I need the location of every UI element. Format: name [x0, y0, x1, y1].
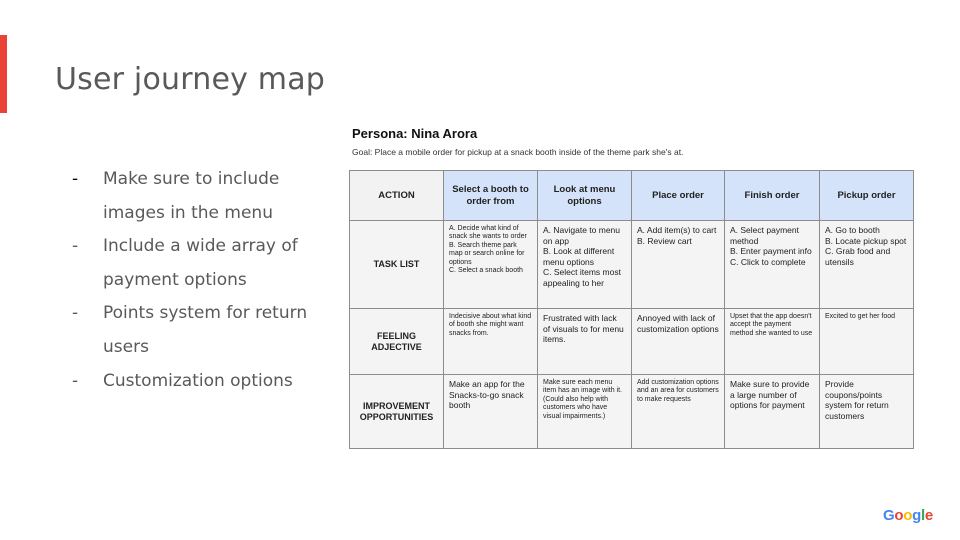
table-cell [820, 375, 914, 449]
persona-title: Persona: Nina Arora [352, 126, 478, 141]
cell-line: Make sure each menu item has an image with it. (Could also help with customers who have visual impairments.) [543, 379, 622, 420]
cell-line: Excited to get her food [825, 313, 896, 320]
bullet-dash: - [72, 370, 79, 391]
cell-line: B. Locate pickup spot [825, 235, 907, 246]
bullet-text: Points system for return users [103, 303, 308, 357]
column-header: Select a booth to order from [444, 171, 538, 221]
cell-line: C. Click to complete [730, 256, 806, 267]
bullet-dash: - [72, 169, 79, 189]
table-cell [820, 309, 914, 375]
cell-line: C. Grab food and utensils [825, 246, 891, 267]
bullet-item [72, 365, 332, 399]
bullet-item [72, 297, 332, 364]
table-row [350, 309, 914, 375]
google-logo [883, 507, 933, 524]
table-cell [632, 221, 725, 309]
bullet-text: Customization options [103, 370, 293, 391]
table-cell [632, 375, 725, 449]
logo-letter: o [894, 507, 904, 524]
bullet-dash: - [72, 303, 79, 324]
table-row [350, 221, 914, 309]
cell-line: Frustrated with lack of visuals to for menu items. [543, 313, 624, 344]
cell-line: Indecisive about what kind of booth she might want snacks from. [449, 313, 532, 337]
slide-title: User journey map [55, 62, 326, 97]
cell-line: A. Add item(s) to cart [637, 225, 717, 235]
cell-line: Provide coupons/points system for return customers [825, 379, 889, 421]
table-cell [725, 375, 820, 449]
bullet-text: Make sure to include images in the menu [103, 169, 280, 223]
column-header: Look at menu options [538, 171, 632, 221]
cell-line: B. Enter payment info [730, 246, 812, 256]
logo-letter: g [912, 507, 921, 524]
header-row [350, 171, 914, 221]
table-cell [444, 309, 538, 375]
cell-line: C. Select items most appealing to her [543, 267, 621, 288]
table-row [350, 375, 914, 449]
cell-line: A. Navigate to menu on app [543, 225, 621, 246]
logo-letter: o [903, 507, 913, 524]
column-header: Pickup order [820, 171, 914, 221]
table-cell [820, 221, 914, 309]
cell-line: A. Decide what kind of snack she wants to order [449, 225, 527, 241]
column-header: ACTION [350, 171, 444, 221]
journey-map-image [349, 125, 913, 449]
cell-line: Add customization options and an area for customers to make requests [637, 379, 719, 403]
table-cell [632, 309, 725, 375]
bullet-item [72, 163, 332, 230]
bullet-list [72, 163, 332, 398]
table-cell [538, 375, 632, 449]
bullet-item [72, 230, 332, 297]
logo-letter: G [883, 507, 895, 524]
bullet-dash: - [72, 236, 79, 257]
cell-line: B. Search theme park map or search online for options [449, 241, 525, 266]
table-cell [725, 309, 820, 375]
cell-line: B. Look at different menu options [543, 246, 615, 267]
cell-line: A. Go to booth [825, 225, 880, 235]
cell-line: Make an app for the Snacks-to-go snack booth [449, 379, 525, 410]
row-label: FEELING ADJECTIVE [350, 309, 444, 375]
cell-line: Annoyed with lack of customization options [637, 313, 719, 334]
table-cell [725, 221, 820, 309]
cell-line: B. Review cart [637, 235, 692, 246]
cell-line: C. Select a snack booth [449, 267, 523, 275]
column-header: Place order [632, 171, 725, 221]
accent-bar [0, 35, 7, 113]
table-cell [444, 375, 538, 449]
bullet-text: Include a wide array of payment options [103, 236, 298, 290]
logo-letter: e [924, 507, 933, 524]
table-cell [444, 221, 538, 309]
logo-letter: l [921, 507, 925, 524]
persona-goal: Goal: Place a mobile order for pickup at a snack booth inside of the theme park she's at. [352, 147, 684, 157]
table-cell [538, 309, 632, 375]
row-label: TASK LIST [350, 221, 444, 309]
row-label: IMPROVEMENT OPPORTUNITIES [350, 375, 444, 449]
journey-table [349, 170, 914, 449]
cell-line: A. Select payment method [730, 225, 799, 246]
table-cell [538, 221, 632, 309]
cell-line: Upset that the app doesn't accept the payment method she wanted to use [730, 313, 813, 337]
cell-line: Make sure to provide a large number of options for payment [730, 379, 810, 410]
column-header: Finish order [725, 171, 820, 221]
